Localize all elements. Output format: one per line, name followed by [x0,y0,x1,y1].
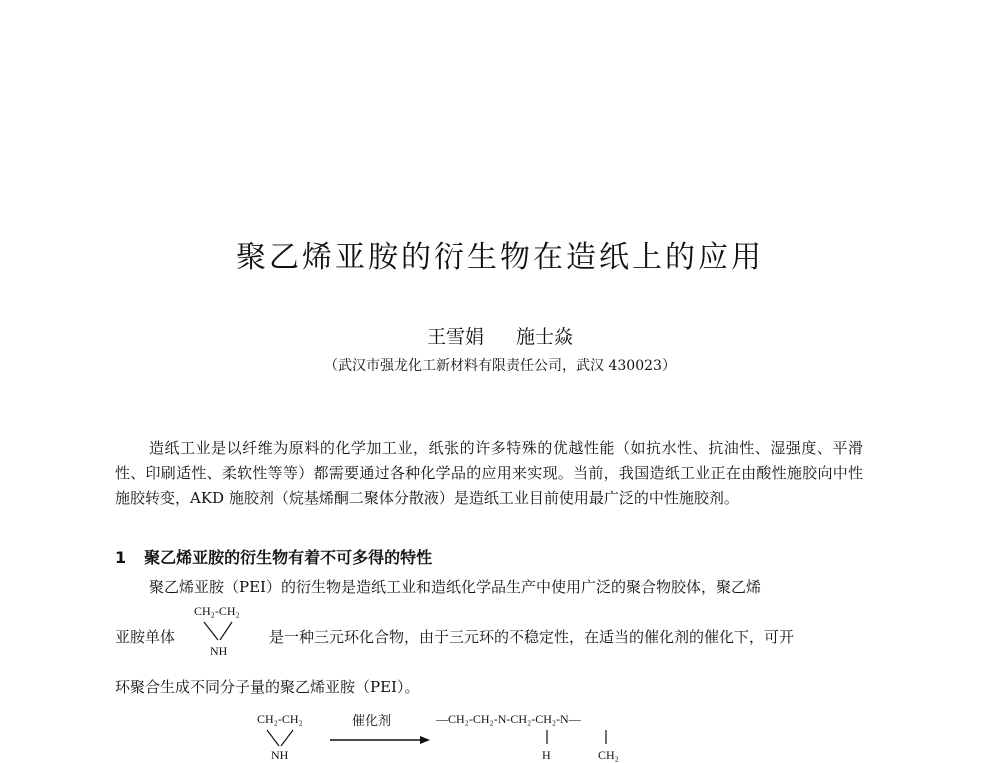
catalyst-label: 催化剂 [352,714,392,729]
reactant-nitrogen: NH [271,748,289,762]
product-chain: —CH₂-CH₂-N-CH₂-CH₂-N— [436,712,581,726]
author-list [0,322,1000,349]
product-hydrogen: H [542,748,551,762]
author-affiliation: （武汉市强龙化工新材料有限责任公司，武汉 430023） [324,358,676,374]
reaction-reactant [257,712,327,760]
monomer-nitrogen: NH [210,644,228,658]
ring-bonds [194,604,264,664]
body-text-line: 亚胺单体 [115,628,176,646]
product-methylene: CH₂ [598,748,619,762]
monomer-carbon-chain: CH₂-CH₂ [194,604,240,618]
section-title: 聚乙烯亚胺的衍生物有着不可多得的特性 [144,548,433,567]
body-text-line: 是一种三元环化合物，由于三元环的不稳定性，在适当的催化剂的催化下，可开 [269,628,795,646]
author-name: 施士焱 [516,326,574,348]
section-number: 1 [115,548,127,567]
intro-paragraph: 造纸工业是以纤维为原料的化学加工业，纸张的许多特殊的优越性能（如抗水性、抗油性、湿强度、平滑性、印刷适性、柔软性等等）都需要通过各种化学品的应用来实现。当前，我国造纸工业正在由酸性施胶向中性施胶转变，AKD 施胶剂（烷基烯酮二聚体分散液）是造纸工业目前使用最广泛的中性施胶剂。 [115,439,863,507]
paper-title: 聚乙烯亚胺的衍生物在造纸上的应用 [236,240,764,275]
body-text-line: 环聚合生成不同分子量的聚乙烯亚胺（PEI）。 [115,678,420,696]
monomer-structure [194,604,264,664]
body-text-line: 聚乙烯亚胺（PEI）的衍生物是造纸工业和造纸化学品生产中使用广泛的聚合物胶体，聚乙烯 [149,578,761,596]
section-heading [115,545,432,568]
reactant-carbon-chain: CH₂-CH₂ [257,712,303,726]
reaction-product [436,712,656,760]
reactant-ring-bonds [257,712,327,760]
author-name: 王雪娟 [426,326,484,348]
